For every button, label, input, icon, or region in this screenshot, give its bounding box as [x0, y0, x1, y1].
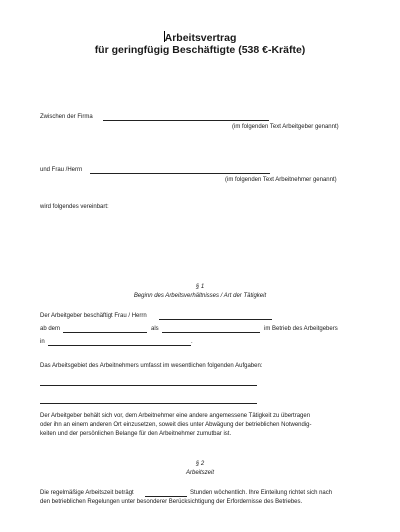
document-title-line1: Arbeitsvertrag	[164, 32, 237, 44]
s1-location-line[interactable]	[48, 345, 191, 346]
s1-as-label: als	[151, 326, 159, 332]
section-2-number: § 2	[195, 461, 205, 467]
employer-note: (im folgenden Text Arbeitgeber genannt)	[232, 124, 339, 130]
s1-area-text: Das Arbeitsgebiet des Arbeitnehmers umfasst im wesentlichen folgenden Aufgaben:	[40, 363, 263, 369]
employee-note: (im folgenden Text Arbeitnehmer genannt)	[225, 177, 337, 183]
s2-hours-text-a: Die regelmäßige Arbeitszeit beträgt	[40, 490, 134, 496]
s1-from-label: ab dem	[40, 326, 61, 332]
s1-in-label: in	[40, 339, 45, 345]
s1-reserve-line-1: Der Arbeitgeber behält sich vor, dem Arbeitnehmer eine andere angemessene Tätigkeit zu übertragen	[40, 413, 311, 419]
s1-employee-line[interactable]	[159, 319, 272, 320]
s1-position-line[interactable]	[162, 332, 260, 333]
s1-task-line-2[interactable]	[40, 403, 257, 404]
s2-hours-line[interactable]	[145, 496, 187, 497]
between-label: Zwischen der Firma	[40, 114, 93, 120]
agreed-text: wird folgendes vereinbart:	[40, 204, 109, 210]
s1-period: .	[191, 339, 193, 345]
s1-reserve-line-2: oder ihn an einem anderen Ort einzusetzen, soweit dies unter Abwägung der betrieblichen Notwendig-	[40, 422, 312, 428]
employee-name-line[interactable]	[90, 173, 270, 174]
document-title-line2: für geringfügig Beschäftigte (538 €-Kräfte)	[94, 44, 306, 56]
section-2-title: Arbeitszeit	[185, 470, 214, 476]
s1-employs-text: Der Arbeitgeber beschäftigt Frau / Herrn	[40, 313, 147, 319]
and-label: und Frau /Herrn	[40, 167, 83, 173]
s1-task-line-1[interactable]	[40, 385, 257, 386]
s1-date-line[interactable]	[63, 332, 147, 333]
s1-company-text: im Betrieb des Arbeitgebers	[264, 326, 338, 332]
s1-reserve-line-3: keiten und der persönlichen Belange für den Arbeitnehmer zumutbar ist.	[40, 431, 232, 437]
section-1-number: § 1	[195, 284, 205, 290]
section-1-title: Beginn des Arbeitsverhältnisses / Art der Tätigkeit	[133, 293, 267, 299]
employer-name-line[interactable]	[103, 120, 269, 121]
s2-hours-text-b: Stunden wöchentlich. Ihre Einteilung richtet sich nach	[190, 490, 333, 496]
s2-hours-line-2: den betrieblichen Regelungen unter besonderer Berücksichtigung der Erfordernisse des Betriebes.	[40, 499, 303, 505]
